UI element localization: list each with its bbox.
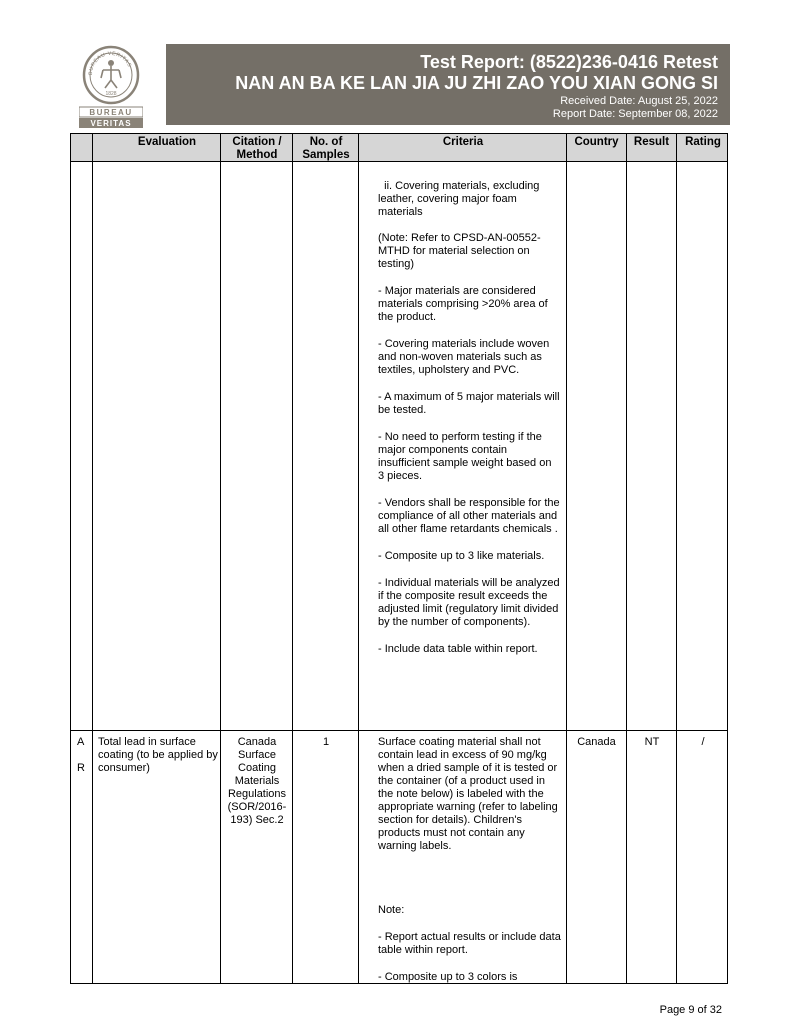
column-divider	[626, 134, 627, 983]
criteria-paragraph: Surface coating material shall not contain lead in excess of 90 mg/kg when a dried sample of it is tested or the container (of a product used in the note below) is labeled with the appropriate warning (refer to labeling section for details). Children's products must not contain any warning labels.	[378, 736, 558, 852]
report-date: Report Date: September 08, 2022	[552, 108, 718, 120]
logo-band-top: BUREAU	[89, 108, 133, 117]
header-citation-line2: Method	[236, 149, 278, 161]
page-number: Page 9 of 32	[659, 1004, 722, 1016]
header-citation	[221, 136, 293, 162]
row1-criteria	[378, 180, 560, 656]
header-samples	[293, 136, 359, 162]
header-criteria: Criteria	[442, 136, 484, 148]
criteria-paragraph: ii. Covering materials, excluding leather, covering major foam materials	[378, 180, 543, 218]
header-citation-line1: Citation /	[232, 136, 282, 148]
row-divider	[71, 730, 727, 731]
criteria-paragraph: - Report actual results or include data table within report.	[378, 931, 561, 956]
header-evaluation: Evaluation	[137, 136, 197, 148]
report-title: Test Report: (8522)236-0416 Retest	[420, 52, 718, 72]
row2-samples: 1	[322, 736, 330, 748]
bureau-veritas-logo	[79, 44, 143, 128]
received-date: Received Date: August 25, 2022	[560, 95, 718, 107]
criteria-paragraph: - Individual materials will be analyzed if the composite result exceeds the adjusted limit (regulatory limit divided by the number of components).	[378, 577, 560, 628]
column-divider	[220, 134, 221, 983]
header-result: Result	[633, 136, 670, 148]
criteria-paragraph: - Composite up to 3 like materials.	[378, 550, 545, 562]
criteria-paragraph: - A maximum of 5 major materials will be tested.	[378, 391, 560, 416]
row2-rating: /	[701, 736, 705, 748]
company-name: NAN AN BA KE LAN JIA JU ZHI ZAO YOU XIAN GONG SI	[235, 73, 718, 93]
criteria-paragraph: - No need to perform testing if the major components contain insufficient sample weight based on 3 pieces.	[378, 431, 552, 482]
row2-criteria	[378, 736, 561, 984]
header-samples-line2: Samples	[302, 149, 350, 161]
criteria-paragraph: - Include data table within report.	[378, 643, 538, 655]
column-divider	[676, 134, 677, 983]
header-samples-line1: No. of	[309, 136, 343, 148]
criteria-paragraph: Note:	[378, 904, 405, 916]
row2-flag-bottom: R	[77, 762, 85, 774]
row2-citation: Canada Surface Coating Materials Regulations (SOR/2016-193) Sec.2	[227, 736, 287, 826]
logo-ring-text: BUREAU VERITAS	[87, 50, 133, 76]
criteria-paragraph: - Composite up to 3 colors is	[378, 971, 518, 983]
criteria-paragraph: - Covering materials include woven and non-woven materials such as textiles, upholstery and PVC.	[378, 338, 550, 376]
row2-evaluation: Total lead in surface coating (to be applied by consumer)	[98, 736, 218, 774]
column-divider	[358, 134, 359, 983]
criteria-paragraph: - Major materials are considered materials comprising >20% area of the product.	[378, 285, 548, 323]
logo-band-bottom: VERITAS	[90, 119, 132, 128]
criteria-paragraph: (Note: Refer to CPSD-AN-00552-MTHD for material selection on testing)	[378, 232, 541, 270]
column-divider	[92, 134, 93, 983]
column-divider	[566, 134, 567, 983]
row2-country: Canada	[577, 736, 616, 748]
header-country: Country	[574, 136, 619, 148]
column-divider	[292, 134, 293, 983]
logo-seal-icon	[79, 44, 143, 128]
criteria-paragraph: - Vendors shall be responsible for the compliance of all other materials and all other flame retardants chemicals .	[378, 497, 560, 535]
row2-flag-top: A	[77, 736, 85, 748]
table-header	[71, 134, 727, 162]
report-header	[166, 44, 730, 125]
logo-year: 1828	[105, 91, 117, 97]
evaluation-table	[70, 133, 728, 984]
header-rating: Rating	[685, 136, 721, 148]
row2-result: NT	[644, 736, 660, 748]
